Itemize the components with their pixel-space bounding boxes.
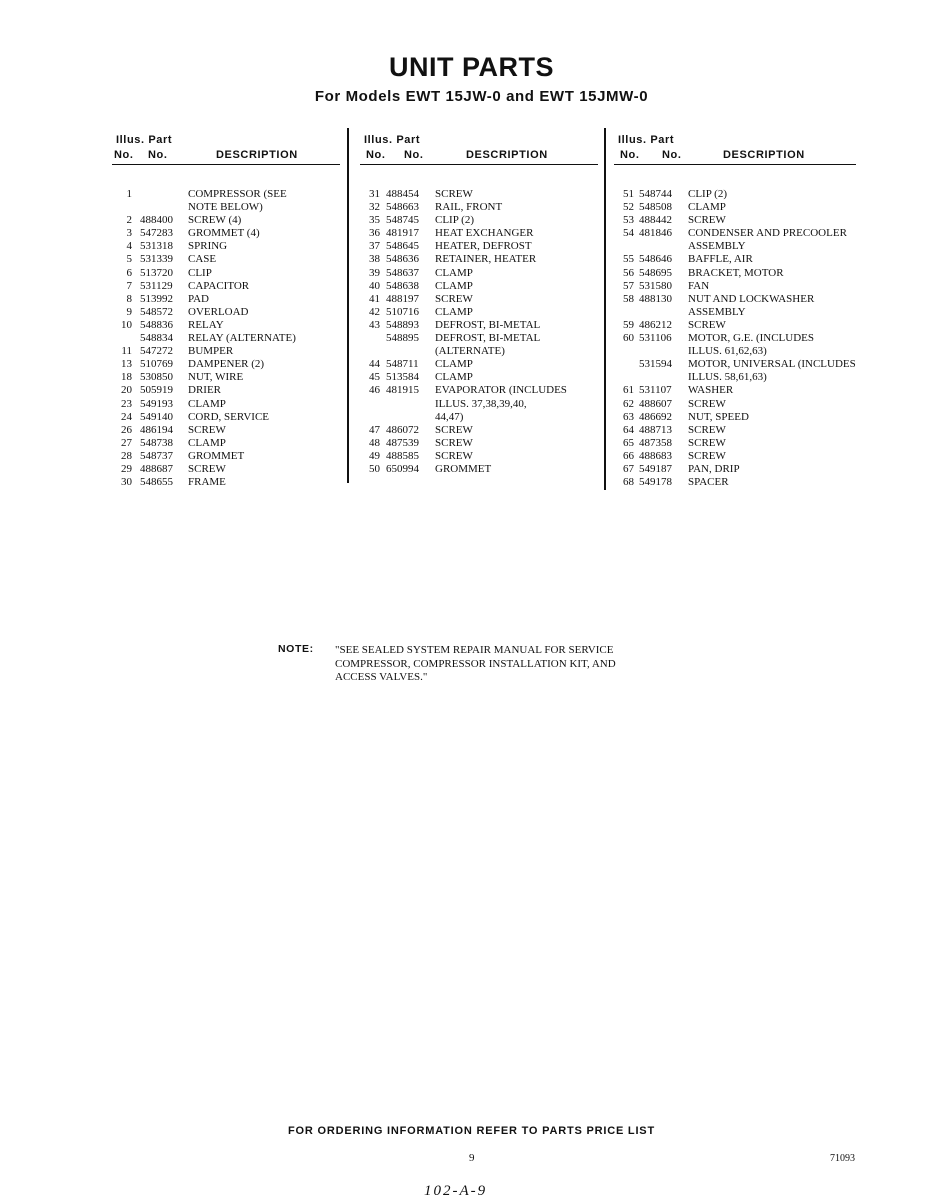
part-number: 549193 — [140, 397, 173, 410]
part-number: 548738 — [140, 436, 173, 449]
part-number: 548638 — [386, 279, 419, 292]
illus-number: 57 — [623, 279, 634, 292]
part-description: WASHER — [688, 384, 734, 397]
illus-number: 68 — [623, 476, 634, 489]
illus-number: 43 — [369, 318, 380, 331]
part-number: 549140 — [140, 410, 173, 423]
part-description: CORD, SERVICE — [188, 410, 270, 423]
illus-number: 47 — [369, 423, 380, 436]
part-number: 548695 — [639, 266, 672, 279]
illus-number: 13 — [121, 358, 132, 371]
column-divider — [604, 128, 606, 490]
part-description: RELAY — [188, 318, 224, 331]
parts-column-2 — [360, 132, 598, 475]
part-description: MOTOR, G.E. (INCLUDES — [688, 332, 814, 345]
illus-number: 48 — [369, 436, 380, 449]
part-number: 488130 — [639, 292, 672, 305]
part-number: 530850 — [140, 371, 173, 384]
part-number: 486692 — [639, 410, 672, 423]
part-number: 547283 — [140, 227, 173, 240]
part-number: 481915 — [386, 384, 419, 397]
part-description: BUMPER — [188, 345, 234, 358]
header-illus-part: Illus. Part — [116, 134, 173, 146]
illus-number: 28 — [121, 449, 132, 462]
part-description: PAN, DRIP — [688, 462, 740, 475]
part-description: HEAT EXCHANGER — [435, 227, 534, 240]
illus-number: 66 — [623, 449, 634, 462]
illus-number: 23 — [121, 397, 132, 410]
part-number: 513720 — [140, 266, 173, 279]
part-number: 548646 — [639, 253, 672, 266]
illus-number: 29 — [121, 462, 132, 475]
part-number: 487539 — [386, 436, 419, 449]
illus-number: 9 — [126, 305, 132, 318]
part-number: 513992 — [140, 292, 173, 305]
part-description: CASE — [188, 253, 217, 266]
part-number: 531580 — [639, 279, 672, 292]
part-number: 548711 — [386, 358, 419, 371]
illus-number: 64 — [623, 423, 634, 436]
part-description: PAD — [188, 292, 209, 305]
part-number: 488683 — [639, 449, 672, 462]
part-description: NUT, WIRE — [188, 371, 244, 384]
illus-number: 8 — [126, 292, 132, 305]
illus-number: 26 — [121, 423, 132, 436]
part-description: RAIL, FRONT — [435, 201, 503, 214]
illus-number: 53 — [623, 214, 634, 227]
part-description: RELAY (ALTERNATE) — [188, 332, 296, 345]
part-description: BRACKET, MOTOR — [688, 266, 784, 279]
illus-number: 67 — [623, 462, 634, 475]
part-description: CAPACITOR — [188, 279, 250, 292]
illus-number: 35 — [369, 214, 380, 227]
illus-number: 51 — [623, 188, 634, 200]
part-description: OVERLOAD — [188, 305, 249, 318]
header-description: DESCRIPTION — [216, 149, 298, 161]
part-number: 488687 — [140, 462, 173, 475]
part-number: 548637 — [386, 266, 419, 279]
note-label: NOTE: — [278, 643, 314, 655]
part-description: CLIP — [188, 266, 212, 279]
part-description: DEFROST, BI-METAL — [435, 332, 541, 345]
part-description: NUT, SPEED — [688, 410, 749, 423]
part-number: 510716 — [386, 305, 419, 318]
part-description: BAFFLE, AIR — [688, 253, 753, 266]
illus-number: 37 — [369, 240, 380, 253]
part-description: SCREW — [435, 292, 473, 305]
part-description: FRAME — [188, 476, 226, 489]
illus-number: 40 — [369, 279, 380, 292]
page-title: UNIT PARTS — [389, 52, 554, 82]
part-description: CLIP (2) — [435, 214, 475, 227]
part-number: 488713 — [639, 423, 672, 436]
header-part-no: No. — [662, 149, 682, 161]
part-number: 531318 — [140, 240, 173, 253]
part-description: CLAMP — [188, 397, 226, 410]
column-divider — [347, 128, 349, 483]
page-subtitle: For Models EWT 15JW-0 and EWT 15JMW-0 — [314, 88, 649, 105]
header-illus-no: No. — [620, 149, 640, 161]
header-illus-no: No. — [114, 149, 134, 161]
part-description: SCREW — [435, 449, 473, 462]
part-number: 488607 — [639, 397, 672, 410]
illus-number: 11 — [121, 345, 132, 358]
illus-number: 52 — [623, 201, 634, 214]
part-description: FAN — [688, 279, 710, 292]
part-number: 481846 — [639, 227, 672, 240]
part-number: 531106 — [639, 332, 672, 345]
part-number: 548663 — [386, 201, 419, 214]
part-description: SCREW — [688, 423, 726, 436]
illus-number: 24 — [121, 410, 132, 423]
part-number: 488442 — [639, 214, 672, 227]
illus-number: 2 — [126, 214, 132, 227]
part-description: SCREW — [688, 449, 726, 462]
part-number: 549187 — [639, 462, 672, 475]
part-description: SCREW — [188, 462, 226, 475]
part-number: 481917 — [386, 227, 419, 240]
illus-number: 7 — [126, 279, 132, 292]
part-description: SCREW — [435, 188, 473, 200]
header-illus-no: No. — [366, 149, 386, 161]
part-description: CLAMP — [435, 371, 473, 384]
part-number: 486072 — [386, 423, 419, 436]
part-description: HEATER, DEFROST — [435, 240, 532, 253]
illus-number: 36 — [369, 227, 380, 240]
part-description: 44,47) — [435, 410, 464, 423]
illus-number: 30 — [121, 476, 132, 489]
part-description: DRIER — [188, 384, 221, 397]
part-number: 531107 — [639, 384, 672, 397]
part-number: 488454 — [386, 188, 419, 200]
header-illus-part: Illus. Part — [364, 134, 421, 146]
illus-number: 49 — [369, 449, 380, 462]
part-number: 548744 — [639, 188, 672, 200]
illus-number: 50 — [369, 462, 380, 475]
handwritten-mark: 102-A-9 — [424, 1183, 488, 1199]
part-number: 548572 — [140, 305, 173, 318]
illus-number: 20 — [121, 384, 132, 397]
part-description: SCREW — [688, 397, 726, 410]
part-description: CLAMP — [188, 436, 226, 449]
part-number: 486194 — [140, 423, 173, 436]
part-number: 548655 — [140, 476, 173, 489]
part-number: 486212 — [639, 318, 672, 331]
part-description: EVAPORATOR (INCLUDES — [435, 384, 567, 397]
header-part-no: No. — [404, 149, 424, 161]
illus-number: 3 — [126, 227, 132, 240]
illus-number: 38 — [369, 253, 380, 266]
illus-number: 39 — [369, 266, 380, 279]
part-number: 531339 — [140, 253, 173, 266]
illus-number: 45 — [369, 371, 380, 384]
part-description: ILLUS. 61,62,63) — [688, 345, 767, 358]
part-number: 488400 — [140, 214, 173, 227]
illus-number: 60 — [623, 332, 634, 345]
part-number: 548745 — [386, 214, 419, 227]
header-description: DESCRIPTION — [723, 149, 805, 161]
part-number: 531594 — [639, 358, 672, 371]
part-description: CLAMP — [435, 358, 473, 371]
part-description: SCREW — [688, 214, 726, 227]
part-number: 487358 — [639, 436, 672, 449]
part-description: SPRING — [188, 240, 228, 253]
illus-number: 31 — [369, 188, 380, 200]
part-description: NOTE BELOW) — [188, 201, 263, 214]
part-description: GROMMET — [435, 462, 492, 475]
part-description: ASSEMBLY — [688, 305, 746, 318]
parts-column-1 — [112, 132, 340, 489]
column-header — [614, 132, 856, 165]
part-number: 548645 — [386, 240, 419, 253]
part-description: CONDENSER AND PRECOOLER — [688, 227, 847, 240]
part-description: ILLUS. 37,38,39,40, — [435, 397, 527, 410]
illus-number: 65 — [623, 436, 634, 449]
illus-number: 63 — [623, 410, 634, 423]
part-description: COMPRESSOR (SEE — [188, 188, 287, 200]
part-description: SCREW — [688, 318, 726, 331]
header-description: DESCRIPTION — [466, 149, 548, 161]
illus-number: 46 — [369, 384, 380, 397]
part-description: (ALTERNATE) — [435, 345, 505, 358]
part-description: ILLUS. 58,61,63) — [688, 371, 767, 384]
illus-number: 56 — [623, 266, 634, 279]
part-number: 547272 — [140, 345, 173, 358]
part-description: SCREW — [435, 423, 473, 436]
page-number: 9 — [469, 1152, 475, 1164]
part-description: CLAMP — [435, 305, 473, 318]
illus-number: 27 — [121, 436, 132, 449]
part-description: MOTOR, UNIVERSAL (INCLUDES — [688, 358, 856, 371]
illus-number: 5 — [126, 253, 132, 266]
illus-number: 10 — [121, 318, 132, 331]
part-number: 650994 — [386, 462, 419, 475]
note-text: "SEE SEALED SYSTEM REPAIR MANUAL FOR SERVICE COMPRESSOR, COMPRESSOR INSTALLATION KIT, AND ACCESS VALVES." — [335, 644, 616, 683]
illus-number: 55 — [623, 253, 634, 266]
part-description: SCREW (4) — [188, 214, 242, 227]
part-number: 510769 — [140, 358, 173, 371]
part-description: SCREW — [435, 436, 473, 449]
illus-number: 6 — [126, 266, 132, 279]
part-number: 488197 — [386, 292, 419, 305]
illus-number: 44 — [369, 358, 380, 371]
column-header — [112, 132, 340, 165]
document-code: 71093 — [830, 1153, 855, 1164]
part-number: 488585 — [386, 449, 419, 462]
part-description: CLAMP — [435, 279, 473, 292]
illus-number: 18 — [121, 371, 132, 384]
part-number: 548737 — [140, 449, 173, 462]
part-description: CLAMP — [688, 201, 726, 214]
part-description: ASSEMBLY — [688, 240, 746, 253]
part-number: 548636 — [386, 253, 419, 266]
illus-number: 32 — [369, 201, 380, 214]
illus-number: 4 — [126, 240, 132, 253]
part-description: SCREW — [188, 423, 226, 436]
illus-number: 58 — [623, 292, 634, 305]
part-number: 548508 — [639, 201, 672, 214]
part-description: DEFROST, BI-METAL — [435, 318, 541, 331]
illus-number: 61 — [623, 384, 634, 397]
column-header — [360, 132, 598, 165]
part-description: RETAINER, HEATER — [435, 253, 537, 266]
illus-number: 62 — [623, 397, 634, 410]
part-description: GROMMET (4) — [188, 227, 260, 240]
part-description: SPACER — [688, 476, 729, 489]
part-number: 531129 — [140, 279, 173, 292]
header-part-no: No. — [148, 149, 168, 161]
part-description: DAMPENER (2) — [188, 358, 265, 371]
part-description: SCREW — [688, 436, 726, 449]
part-description: CLIP (2) — [688, 188, 728, 200]
header-illus-part: Illus. Part — [618, 134, 675, 146]
part-number: 513584 — [386, 371, 419, 384]
illus-number: 41 — [369, 292, 380, 305]
part-number: 548893 — [386, 318, 419, 331]
parts-column-3 — [614, 132, 856, 489]
part-number: 548836 — [140, 318, 173, 331]
illus-number: 54 — [623, 227, 634, 240]
illus-number: 42 — [369, 305, 380, 318]
illus-number: 59 — [623, 318, 634, 331]
part-number: 548895 — [386, 332, 419, 345]
part-description: NUT AND LOCKWASHER — [688, 292, 815, 305]
part-number: 505919 — [140, 384, 173, 397]
part-number: 549178 — [639, 476, 672, 489]
part-description: GROMMET — [188, 449, 245, 462]
part-number: 548834 — [140, 332, 173, 345]
illus-number: 1 — [126, 188, 132, 200]
ordering-footer: FOR ORDERING INFORMATION REFER TO PARTS PRICE LIST — [288, 1125, 655, 1137]
part-description: CLAMP — [435, 266, 473, 279]
